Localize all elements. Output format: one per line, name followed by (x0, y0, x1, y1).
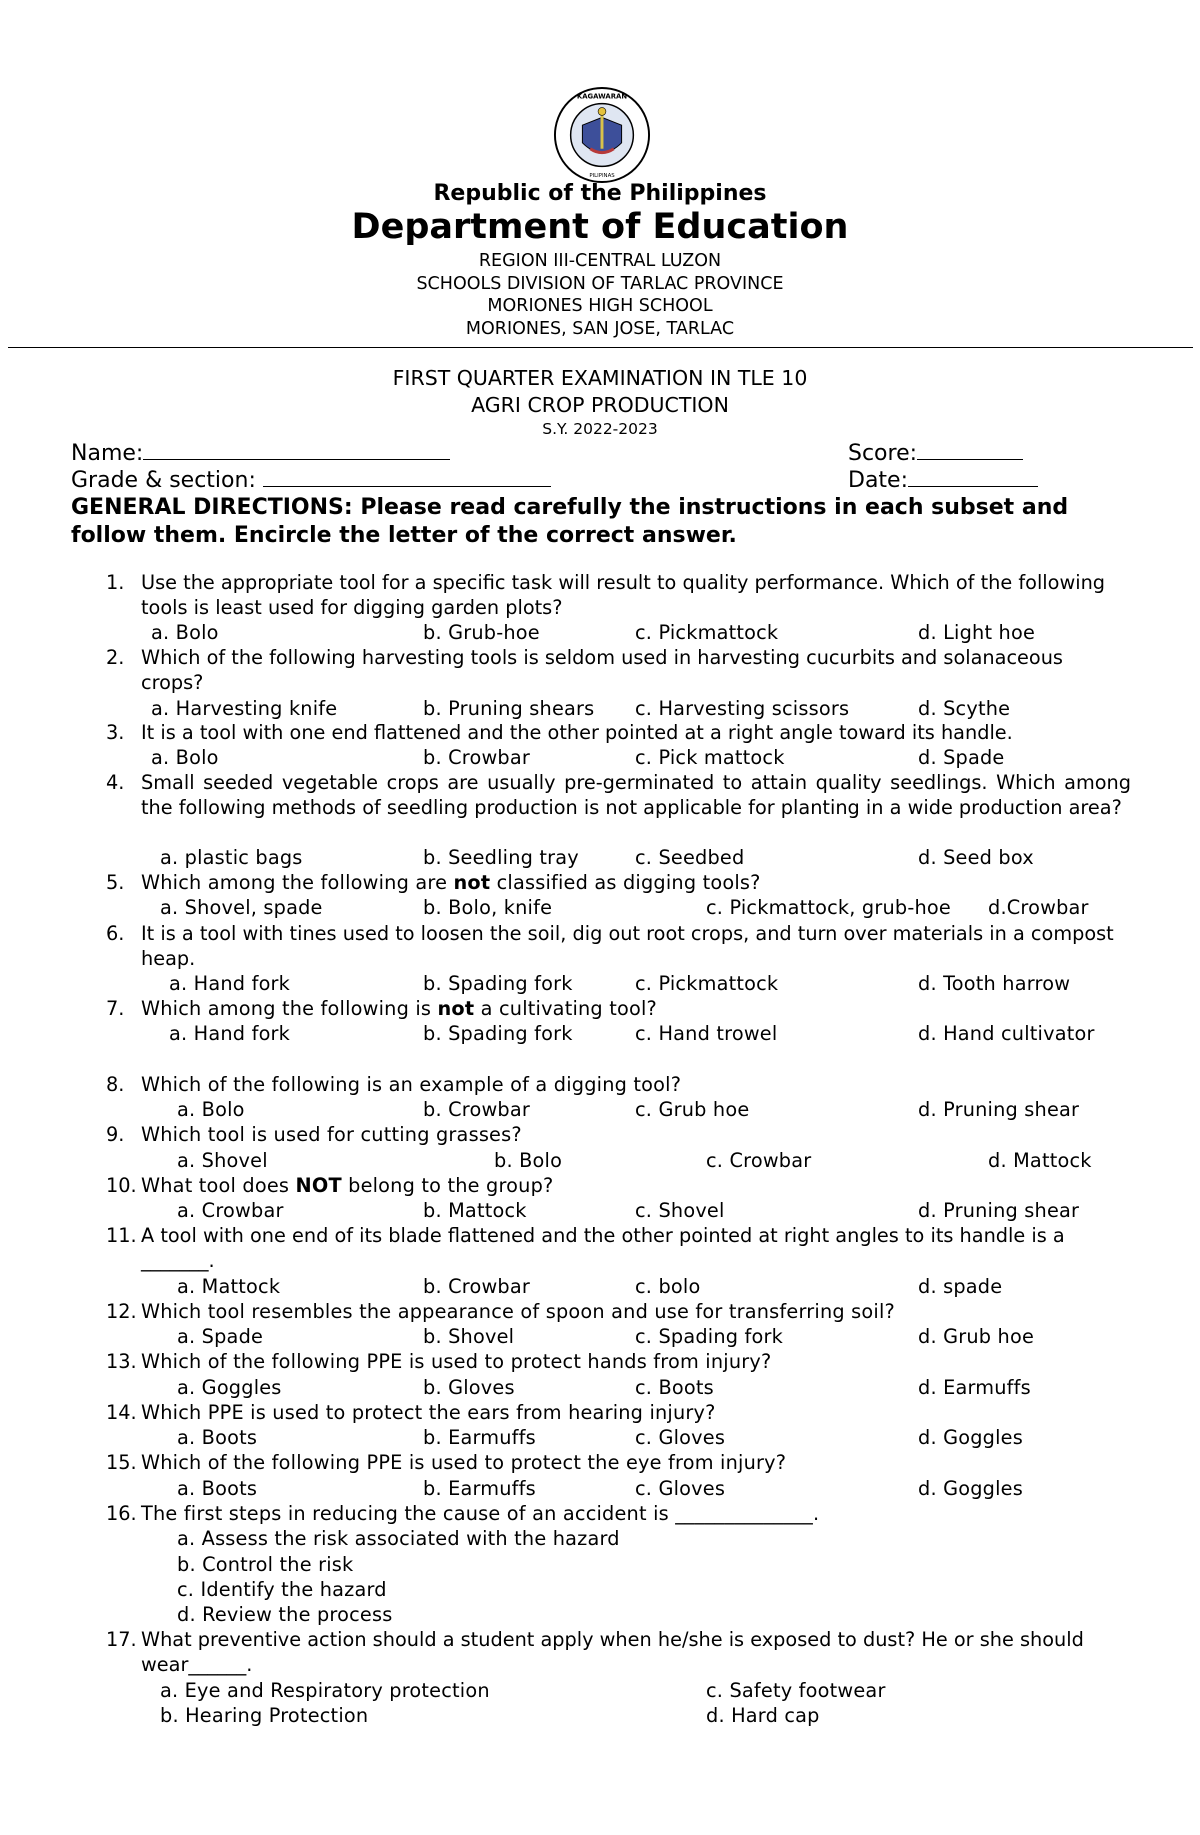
question-number: 6. (106, 922, 125, 945)
exam-school-year: S.Y. 2022-2023 (542, 420, 658, 438)
question-number: 1. (106, 571, 125, 594)
choice-c[interactable]: c. Pick mattock (635, 746, 785, 769)
choice-a[interactable]: a. Hand fork (169, 1022, 291, 1045)
question-text: Small seeded vegetable crops are usually pre-germinated to attain quality seedlings. Which among the following methods of seedling production is not applicable for planting in a wide production area? (141, 771, 1131, 819)
score-field[interactable] (848, 441, 1023, 466)
grade-section-field[interactable] (71, 468, 551, 493)
question-number: 16. (106, 1502, 137, 1525)
choice-d[interactable]: d. Goggles (918, 1477, 1023, 1500)
choice-c[interactable]: c. Identify the hazard (177, 1578, 387, 1601)
choice-b[interactable]: b. Grub-hoe (423, 621, 540, 644)
choice-c[interactable]: c. Boots (635, 1376, 714, 1399)
choice-a[interactable]: a. Goggles (177, 1376, 282, 1399)
choice-c[interactable]: c. bolo (635, 1275, 701, 1298)
grade-section-label: Grade & section: (71, 468, 256, 493)
question-number: 14. (106, 1401, 137, 1424)
choice-b[interactable]: b. Gloves (423, 1376, 515, 1399)
choice-b[interactable]: b. Crowbar (423, 1098, 531, 1121)
header-address: MORIONES, SAN JOSE, TARLAC (465, 319, 735, 339)
exam-subject: AGRI CROP PRODUCTION (471, 393, 729, 417)
date-label: Date: (848, 468, 908, 493)
choice-a[interactable]: a. Spade (177, 1325, 264, 1348)
choice-c[interactable]: c. Harvesting scissors (635, 697, 850, 720)
name-field[interactable] (71, 441, 450, 466)
question-number: 11. (106, 1224, 137, 1247)
choice-d[interactable]: d. Pruning shear (918, 1098, 1080, 1121)
grade-section-blank[interactable] (263, 468, 551, 487)
header-division: SCHOOLS DIVISION OF TARLAC PROVINCE (416, 274, 784, 294)
date-blank[interactable] (908, 468, 1038, 487)
question-text: Which of the following PPE is used to protect hands from injury? (141, 1350, 772, 1373)
choice-b[interactable]: b. Crowbar (423, 746, 531, 769)
question-number: 3. (106, 721, 125, 744)
question-text: What tool does NOT belong to the group? (141, 1174, 554, 1197)
choice-d[interactable]: d. Goggles (918, 1426, 1023, 1449)
question-text: Which of the following harvesting tools is seldom used in harvesting cucurbits and solanaceous crops? (141, 646, 1063, 694)
choice-d[interactable]: d. Review the process (177, 1603, 393, 1626)
choice-a[interactable]: a. Harvesting knife (151, 697, 338, 720)
choice-a[interactable]: a. plastic bags (160, 846, 303, 869)
choice-a[interactable]: a. Eye and Respiratory protection (160, 1679, 490, 1702)
choice-c[interactable]: c. Shovel (635, 1199, 725, 1222)
question-text: Which of the following PPE is used to protect the eye from injury? (141, 1451, 787, 1474)
choice-a[interactable]: a. Bolo (177, 1098, 245, 1121)
choice-b[interactable]: b. Control the risk (177, 1553, 354, 1576)
choice-d[interactable]: d. Tooth harrow (918, 972, 1071, 995)
choice-c[interactable]: c. Gloves (635, 1477, 726, 1500)
question-text: Which among the following are not classified as digging tools? (141, 871, 761, 894)
choice-a[interactable]: a. Bolo (151, 746, 219, 769)
deped-seal-logo (553, 86, 651, 184)
choice-b[interactable]: b. Earmuffs (423, 1426, 536, 1449)
question-number: 8. (106, 1073, 125, 1096)
date-field[interactable] (848, 468, 1038, 493)
choice-a[interactable]: a. Assess the risk associated with the hazard (177, 1527, 620, 1550)
choice-d[interactable]: d. Scythe (918, 697, 1011, 720)
choice-d[interactable]: d. spade (918, 1275, 1003, 1298)
svg-text:PILIPINAS: PILIPINAS (589, 173, 615, 180)
question-text: Which among the following is not a cultivating tool? (141, 997, 657, 1020)
choice-d[interactable]: d. Hard cap (706, 1704, 820, 1727)
question-number: 12. (106, 1300, 137, 1323)
choice-d[interactable]: d. Pruning shear (918, 1199, 1080, 1222)
choice-c[interactable]: c. Pickmattock (635, 972, 779, 995)
choice-c[interactable]: c. Gloves (635, 1426, 726, 1449)
question-number: 7. (106, 997, 125, 1020)
choice-a[interactable]: a. Boots (177, 1426, 258, 1449)
choice-b[interactable]: b. Bolo, knife (423, 896, 553, 919)
choice-c[interactable]: c. Spading fork (635, 1325, 784, 1348)
choice-d[interactable]: d.Crowbar (988, 896, 1089, 919)
choice-a[interactable]: a. Mattock (177, 1275, 281, 1298)
choice-b[interactable]: b. Shovel (423, 1325, 515, 1348)
question-text: Which of the following is an example of a digging tool? (141, 1073, 682, 1096)
score-blank[interactable] (917, 441, 1023, 460)
question-text: A tool with one end of its blade flattened and the other pointed at right angles to its handle is a _______. (141, 1224, 1065, 1272)
svg-text:KAGAWARAN: KAGAWARAN (576, 92, 628, 101)
header-republic: Republic of the Philippines (433, 181, 767, 206)
choice-b[interactable]: b. Pruning shears (423, 697, 595, 720)
question-text: The first steps in reducing the cause of an accident is ______________. (141, 1502, 820, 1525)
choice-b[interactable]: b. Hearing Protection (160, 1704, 369, 1727)
question-number: 13. (106, 1350, 137, 1373)
choice-c[interactable]: c. Seedbed (635, 846, 745, 869)
question-text: It is a tool with one end flattened and the other pointed at a right angle toward its handle. (141, 721, 1013, 744)
question-number: 5. (106, 871, 125, 894)
choice-d[interactable]: d. Spade (918, 746, 1005, 769)
header-school: MORIONES HIGH SCHOOL (487, 296, 713, 316)
question-text: Which PPE is used to protect the ears from hearing injury? (141, 1401, 716, 1424)
choice-a[interactable]: a. Hand fork (169, 972, 291, 995)
choice-c[interactable]: c. Pickmattock, grub-hoe (706, 896, 951, 919)
choice-a[interactable]: a. Crowbar (177, 1199, 284, 1222)
question-text: Which tool resembles the appearance of spoon and use for transferring soil? (141, 1300, 895, 1323)
choice-a[interactable]: a. Boots (177, 1477, 258, 1500)
name-label: Name: (71, 441, 144, 466)
choice-b[interactable]: b. Earmuffs (423, 1477, 536, 1500)
general-directions: GENERAL DIRECTIONS: Please read carefully the instructions in each subset and follow them. Encircle the letter of the correct answer. (71, 495, 1069, 548)
choice-c[interactable]: c. Pickmattock (635, 621, 779, 644)
question-text: Use the appropriate tool for a specific task will result to quality performance. Which of the following tools is least used for digging garden plots? (141, 571, 1106, 619)
choice-a[interactable]: a. Shovel (177, 1149, 268, 1172)
question-text: What preventive action should a student apply when he/she is exposed to dust? He or she should wear______. (141, 1628, 1084, 1676)
choice-b[interactable]: b. Spading fork (423, 1022, 573, 1045)
choice-b[interactable]: b. Bolo (494, 1149, 563, 1172)
choice-a[interactable]: a. Bolo (151, 621, 219, 644)
choice-b[interactable]: b. Seedling tray (423, 846, 579, 869)
score-label: Score: (848, 441, 918, 466)
choice-c[interactable]: c. Safety footwear (706, 1679, 886, 1702)
question-number: 2. (106, 646, 125, 669)
choice-d[interactable]: d. Earmuffs (918, 1376, 1031, 1399)
question-number: 17. (106, 1628, 137, 1651)
choice-c[interactable]: c. Crowbar (706, 1149, 812, 1172)
question-number: 10. (106, 1174, 137, 1197)
name-blank[interactable] (143, 441, 450, 460)
choice-b[interactable]: b. Crowbar (423, 1275, 531, 1298)
choice-d[interactable]: d. Seed box (918, 846, 1034, 869)
choice-b[interactable]: b. Mattock (423, 1199, 527, 1222)
choice-c[interactable]: c. Grub hoe (635, 1098, 750, 1121)
header-divider (8, 347, 1193, 348)
choice-c[interactable]: c. Hand trowel (635, 1022, 778, 1045)
exam-title: FIRST QUARTER EXAMINATION IN TLE 10 (392, 366, 808, 390)
question-text: It is a tool with tines used to loosen the soil, dig out root crops, and turn over materials in a compost heap. (141, 922, 1114, 970)
header-region: REGION III-CENTRAL LUZON (478, 251, 722, 271)
question-number: 9. (106, 1123, 125, 1146)
choice-d[interactable]: d. Grub hoe (918, 1325, 1035, 1348)
question-text: Which tool is used for cutting grasses? (141, 1123, 522, 1146)
choice-b[interactable]: b. Spading fork (423, 972, 573, 995)
choice-d[interactable]: d. Mattock (988, 1149, 1092, 1172)
choice-d[interactable]: d. Hand cultivator (918, 1022, 1095, 1045)
header-department: Department of Education (351, 207, 849, 247)
choice-d[interactable]: d. Light hoe (918, 621, 1036, 644)
question-number: 4. (106, 771, 125, 794)
question-number: 15. (106, 1451, 137, 1474)
choice-a[interactable]: a. Shovel, spade (160, 896, 323, 919)
